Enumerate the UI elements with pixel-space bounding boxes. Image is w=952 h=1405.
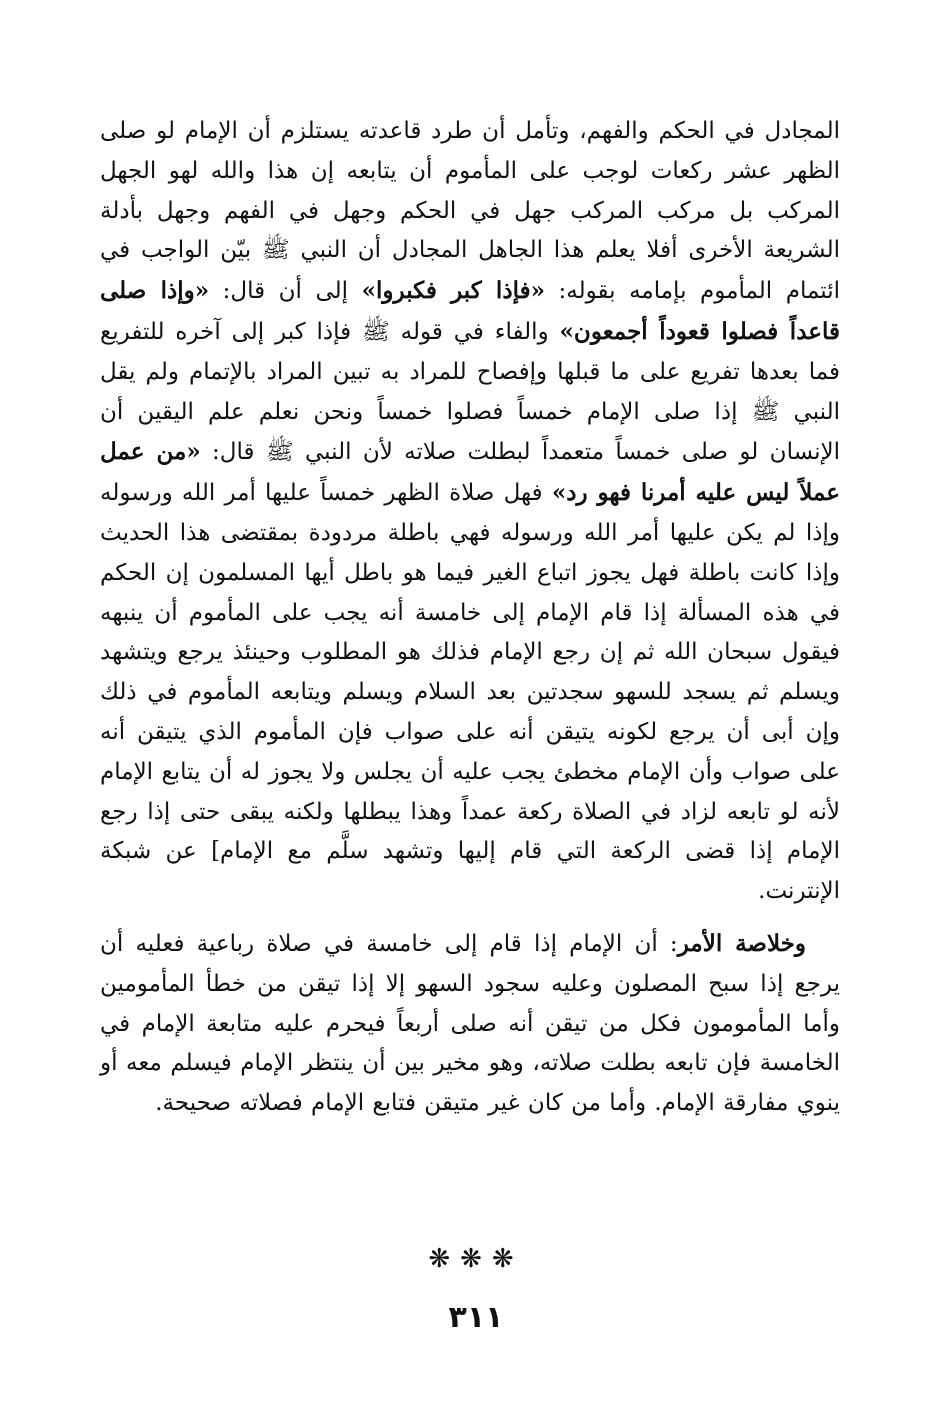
hadith-quote-2: «وإذا صلى قاعداً فصلوا قعوداً أجمعون» <box>100 277 840 345</box>
hadith-quote-3: «من عمل عملاً ليس عليه أمرنا فهو رد» <box>100 438 840 507</box>
summary-heading: وخلاصة الأمر <box>677 929 807 957</box>
main-text <box>100 112 840 1124</box>
paragraph-1 <box>100 112 840 912</box>
paragraph-1-text-1: المجادل في الحكم والفهم، وتأمل أن طرد قاعدته يستلزم أن الإمام لو صلى الظهر عشر ركعات لوجب على المأموم أن يتابعه إن هذا والله لهو الجهل المركب بل مركب المركب جهل في الحكم وجهل في الفهم وجهل بأدلة الشريعة الأخرى أفلا يعلم هذا الجاهل المجادل أن النبي ﷺ بيّن الواجب في ائتمام المأموم بإمامه بقوله: <box>100 118 841 305</box>
paragraph-1-text-4: فهل صلاة الظهر خمساً عليها أمر الله ورسوله وإذا لم يكن عليها أمر الله ورسوله فهي باطلة مردودة بمقتضى هذا الحديث وإذا كانت باطلة فهل يجوز اتباع الغير فيما هو باطل أيها المسلمون إن الحكم في هذه المسألة إذا قام الإمام إلى خامسة أنه يجب على المأموم أن ينبهه فيقول سبحان الله ثم إن رجع الإمام فذلك هو المطلوب وحينئذ يرجع ويتشهد ويسلم ثم يسجد للسهو سجدتين بعد السلام ويسلم ويتابعه المأموم في ذلك وإن أبى أن يرجع لكونه يتيقن أنه على صواب فإن المأموم الذي يتيقن أنه على صواب وأن الإمام مخطئ يجب عليه أن يجلس ولا يجوز له أن يتابع الإمام لأنه لو تابعه لزاد في الصلاة ركعة عمداً وهذا يبطلها ولكنه يبقى حتى إذا رجع الإمام إذا قضى الركعة التي قام إليها وتشهد سلَّم مع الإمام] عن شبكة الإنترنت. <box>100 480 840 905</box>
hadith-quote-1: «فإذا كبر فكبروا» <box>361 277 545 305</box>
paragraph-1-text-3: والفاء في قوله ﷺ فإذا كبر إلى آخره للتفريع فما بعدها تفريع على ما قبلها وإفصاح للمراد به تبين المراد بالإتمام ولم يقل النبي ﷺ إذا صلى الإمام خمساً فصلوا خمساً ونحن نعلم علم اليقين أن الإنسان لو صلى خمساً متعمداً لبطلت صلاته لأن النبي ﷺ قال: <box>100 318 841 466</box>
paragraph-2 <box>100 924 840 1124</box>
paragraph-2-text: : أن الإمام إذا قام إلى خامسة في صلاة رباعية فعليه أن يرجع إذا سبح المصلون وعليه سجود السهو إلا إذا تيقن من خطأ المأمومين وأما المأمومون فكل من تيقن أنه صلى أربعاً فيحرم عليه متابعة الإمام في الخامسة فإن تابعه بطلت صلاته، وهو مخير بين أن ينتظر الإمام فيسلم معه أو ينوي مفارقة الإمام. وأما من كان غير متيقن فتابع الإمام فصلاته صحيحة. <box>100 930 840 1117</box>
section-divider-ornament: ❋❋❋ <box>428 1244 524 1274</box>
page-number: ٣١١ <box>448 1300 504 1335</box>
paragraph-1-text-2: إلى أن قال: <box>209 278 362 305</box>
